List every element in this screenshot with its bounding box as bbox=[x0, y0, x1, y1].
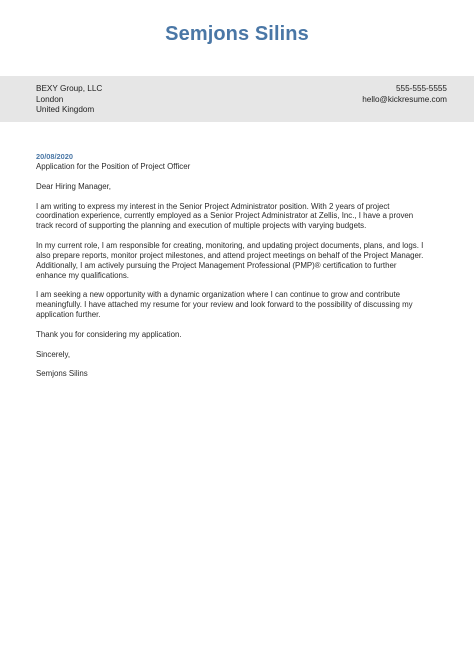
paragraph-line: meaningfully. I have attached my resume for your review and look forward to the possibility of discussing my bbox=[36, 300, 413, 310]
paragraph-line: coordination experience, currently employed as a Senior Project Administrator at Zellis, Inc., I have a proven bbox=[36, 211, 414, 221]
letter-body bbox=[36, 152, 448, 379]
contact-bar bbox=[0, 76, 474, 122]
paragraph-line: I am seeking a new opportunity with a dynamic organization where I can continue to grow and contribute bbox=[36, 290, 401, 300]
thanks-line: Thank you for considering my application. bbox=[36, 329, 182, 339]
closing-line: Sincerely, bbox=[36, 349, 71, 359]
paragraph-line: Additionally, I am actively pursuing the Project Management Professional (PMP)® certification to further bbox=[36, 260, 397, 270]
paragraph-line: also prepare reports, monitor project milestones, and attend project meetings on behalf of the Project Manager. bbox=[36, 250, 424, 260]
recipient-city: London bbox=[36, 94, 64, 104]
paragraph-line: I am writing to express my interest in the Senior Project Administrator position. With 2 years of project bbox=[36, 201, 390, 211]
letter-date: 20/08/2020 bbox=[36, 152, 73, 161]
recipient-country: United Kingdom bbox=[36, 105, 95, 115]
signature-name: Semjons Silins bbox=[36, 369, 88, 379]
letter-subject: Application for the Position of Project Officer bbox=[36, 162, 191, 171]
sender-phone: 555-555-5555 bbox=[396, 84, 447, 93]
paragraph-line: In my current role, I am responsible for creating, monitoring, and updating project documents, plans, and logs. I bbox=[36, 240, 424, 250]
recipient-address bbox=[36, 84, 102, 116]
recipient-company: BEXY Group, LLC bbox=[36, 84, 103, 93]
sender-email: hello@kickresume.com bbox=[362, 94, 447, 104]
paragraph-intro bbox=[36, 202, 448, 232]
paragraph-line: enhance my qualifications. bbox=[36, 270, 129, 280]
paragraph-current-role bbox=[36, 241, 448, 281]
paragraph-line: application further. bbox=[36, 310, 101, 320]
applicant-name-header: Semjons Silins bbox=[165, 23, 309, 45]
sender-contact bbox=[362, 84, 447, 105]
paragraph-line: track record of supporting the planning and execution of multiple projects with varying budgets. bbox=[36, 221, 367, 231]
paragraph-seeking bbox=[36, 290, 448, 320]
letter-salutation: Dear Hiring Manager, bbox=[36, 181, 111, 191]
